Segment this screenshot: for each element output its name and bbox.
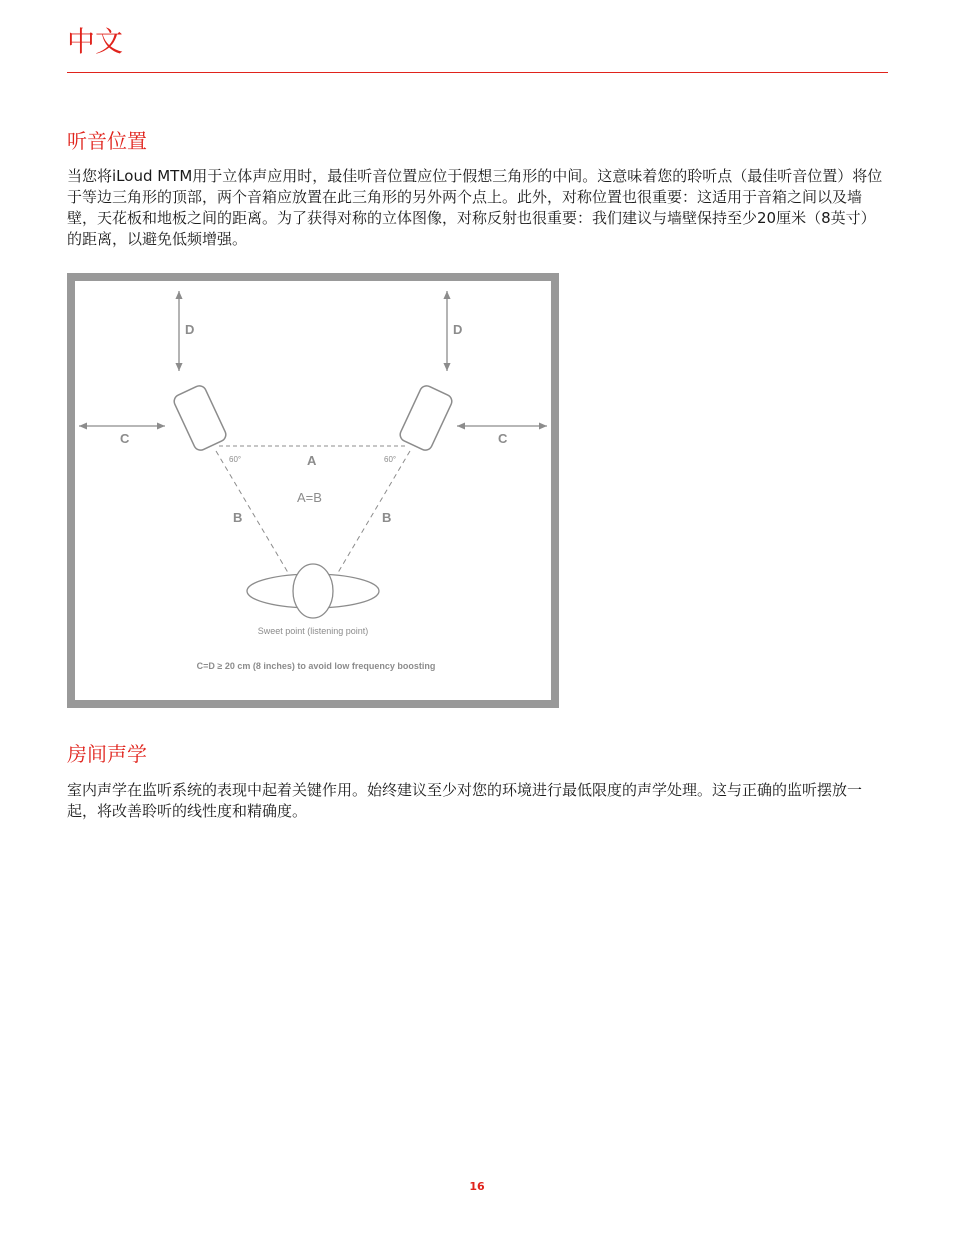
label-b-right: B <box>382 510 392 525</box>
speaker-placement-diagram <box>67 273 559 708</box>
angle-left-label: 60° <box>229 455 242 464</box>
listening-position-paragraph: 当您将iLoud MTM用于立体声应用时，最佳听音位置应位于假想三角形的中间。这意味着您的聆听点（最佳听音位置）将位于等边三角形的顶部，两个音箱应放置在此三角形的另外两个点上。此外，对称位置也很重要：这适用于音箱之间以及墙壁，天花板和地板之间的距离。为了获得对称的立体图像，对称反射也很重要：我们建议与墙壁保持至少20厘米（8英寸）的距离，以避免低频增强。 <box>67 167 883 248</box>
header-divider <box>67 72 888 73</box>
page-title: 中文 <box>67 25 124 58</box>
page-number: 16 <box>469 1180 485 1193</box>
section-heading-listening-position: 听音位置 <box>67 129 147 153</box>
label-d-right: D <box>453 322 463 337</box>
label-c-left: C <box>120 431 130 446</box>
label-d-left: D <box>185 322 195 337</box>
listener-head-icon <box>293 564 333 618</box>
label-a: A <box>307 453 317 468</box>
label-c-right: C <box>498 431 508 446</box>
section-heading-room-acoustics: 房间声学 <box>67 742 147 766</box>
distance-note: C=D ≥ 20 cm (8 inches) to avoid low frequency boosting <box>196 661 436 671</box>
equation-label: A=B <box>297 490 322 505</box>
angle-right-label: 60° <box>384 455 397 464</box>
room-acoustics-paragraph: 室内声学在监听系统的表现中起着关键作用。始终建议至少对您的环境进行最低限度的声学处理。这与正确的监听摆放一起，将改善聆听的线性度和精确度。 <box>67 781 863 820</box>
sweet-point-label: Sweet point (listening point) <box>257 626 369 636</box>
label-b-left: B <box>233 510 243 525</box>
